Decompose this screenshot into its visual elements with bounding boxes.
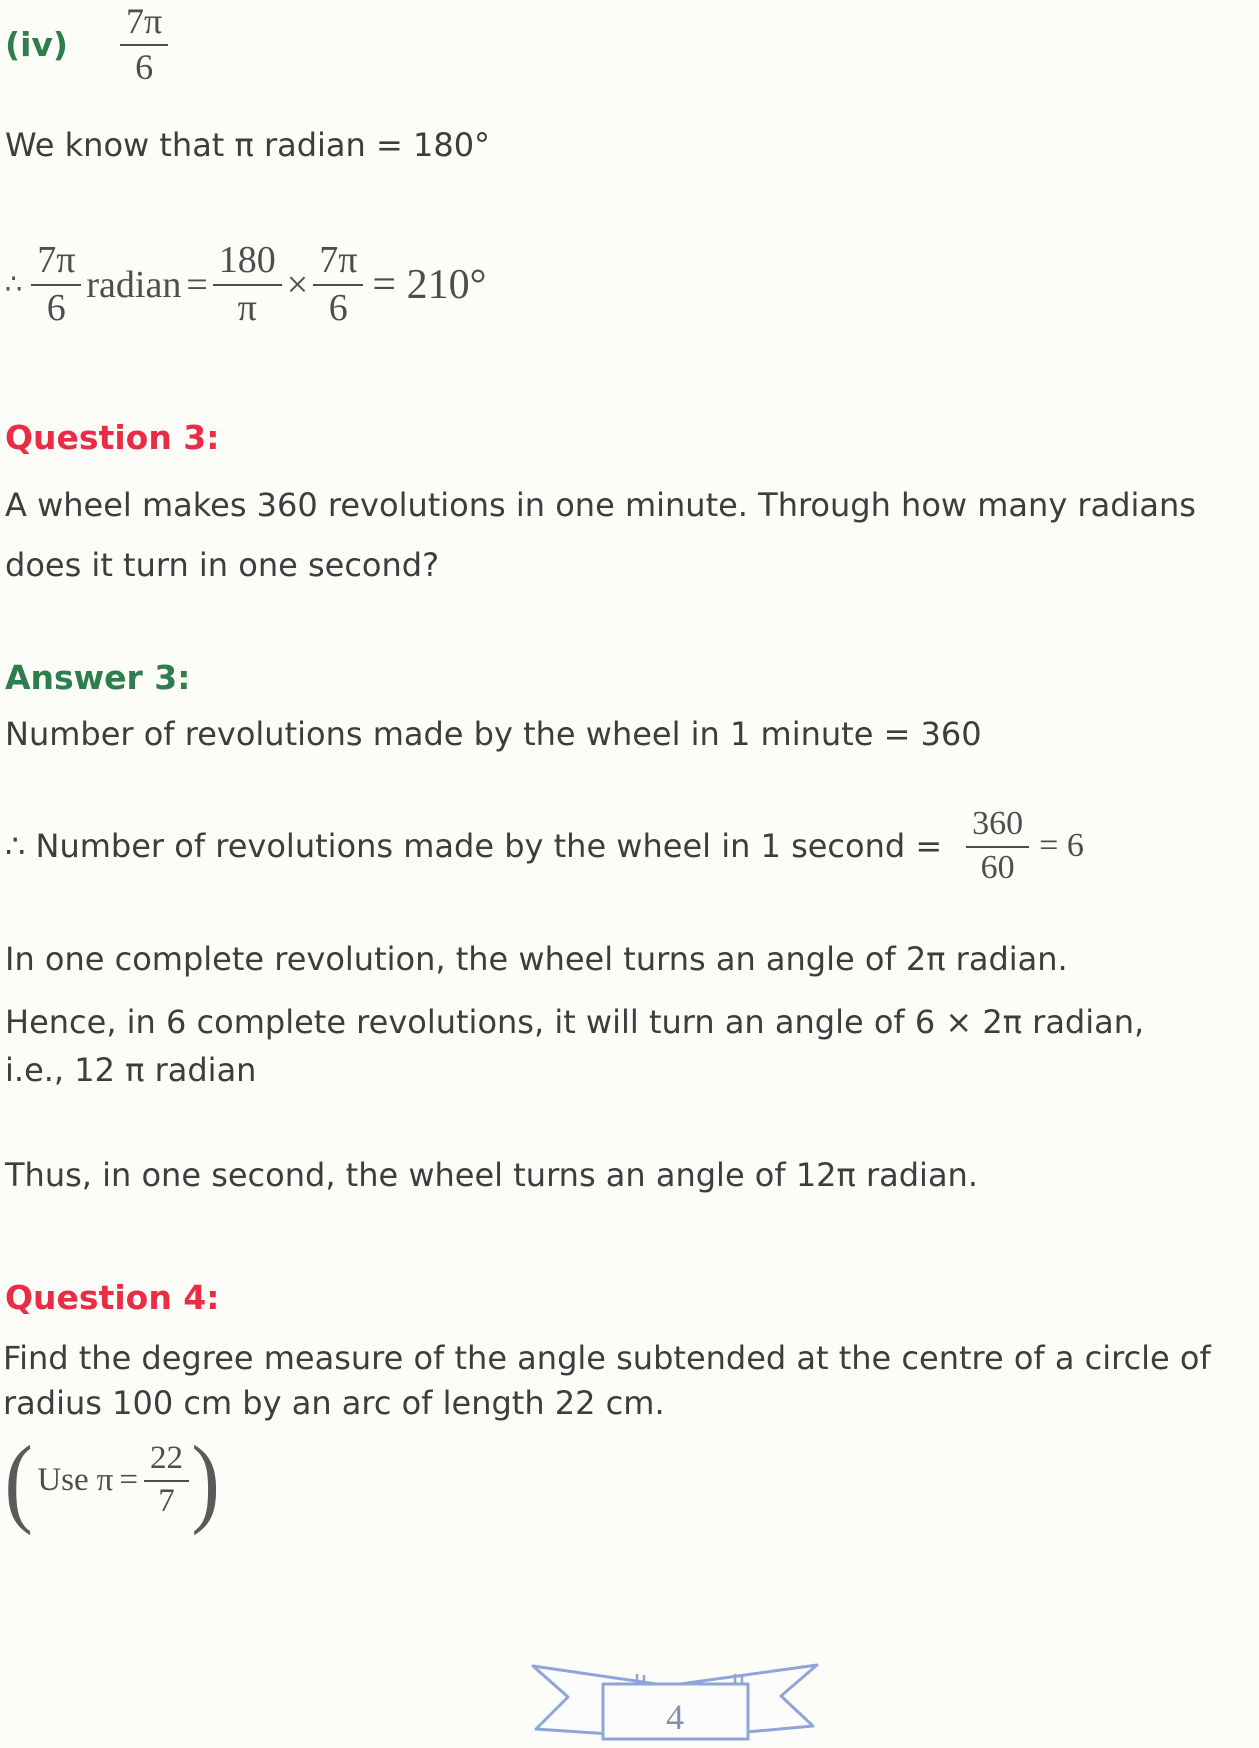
open-paren: (: [4, 1424, 33, 1536]
answer3-second-result: = 6: [1039, 827, 1084, 864]
radian-word: radian: [86, 263, 182, 306]
hence-line1: Hence, in 6 complete revolutions, it will turn an angle of 6 × 2π radian,: [5, 1003, 1145, 1041]
page-number: 4: [666, 1697, 684, 1737]
intro-line: We know that π radian = 180°: [5, 126, 491, 164]
fraction-denominator: 60: [980, 848, 1015, 886]
fraction-numerator: 7π: [313, 240, 363, 286]
fraction-numerator: 180: [213, 240, 282, 286]
revolution-line: In one complete revolution, the wheel turns an angle of 2π radian.: [5, 940, 1068, 978]
fraction-numerator: 22: [144, 1441, 189, 1482]
angle-fraction-2: [313, 240, 363, 329]
fraction-numerator: 7π: [120, 2, 168, 46]
multiply-sign: ×: [286, 263, 309, 306]
use-pi-note: [2, 1424, 222, 1536]
conversion-formula: [5, 240, 486, 329]
thus-line: Thus, in one second, the wheel turns an angle of 12π radian.: [5, 1156, 978, 1194]
revolutions-fraction: [966, 806, 1029, 886]
fraction-denominator: 7: [158, 1482, 175, 1519]
question3-text: [5, 475, 1196, 595]
angle-fraction: [31, 240, 81, 329]
fraction-denominator: π: [237, 287, 257, 330]
hence-text: [5, 998, 1144, 1094]
question4-line1: Find the degree measure of the angle subtended at the centre of a circle of: [3, 1339, 1211, 1377]
equals-sign: =: [186, 263, 208, 306]
answer3-heading: Answer 3:: [5, 658, 191, 697]
question3-line2: does it turn in one second?: [5, 546, 440, 584]
subitem-label: (iv): [5, 24, 68, 64]
fraction-denominator: 6: [46, 287, 66, 330]
answer3-second-line: [5, 800, 1084, 892]
fraction-denominator: 6: [135, 46, 154, 87]
question3-heading: Question 3:: [5, 418, 220, 457]
pi-symbol: π: [96, 1461, 114, 1498]
answer3-minute-line: Number of revolutions made by the wheel in 1 minute = 360: [5, 715, 982, 753]
page-number-ribbon: [520, 1653, 832, 1748]
use-word: Use: [37, 1461, 89, 1498]
pi-fraction: [144, 1441, 189, 1519]
hence-line2: i.e., 12 π radian: [5, 1051, 257, 1089]
fraction-numerator: 7π: [31, 240, 81, 286]
formula-result: = 210°: [372, 261, 487, 308]
close-paren: ): [191, 1424, 220, 1536]
therefore-symbol: ∴: [5, 269, 23, 300]
subitem-iv-row: [5, 2, 168, 87]
question3-line1: A wheel makes 360 revolutions in one minute. Through how many radians: [5, 486, 1196, 524]
answer3-second-prefix: ∴ Number of revolutions made by the wheel in 1 second =: [5, 827, 943, 865]
half-turn-fraction: [213, 240, 282, 329]
fraction-denominator: 6: [328, 287, 348, 330]
subitem-fraction: [120, 2, 168, 87]
question4-line2: radius 100 cm by an arc of length 22 cm.: [3, 1384, 665, 1422]
question4-text: [3, 1336, 1211, 1426]
question4-heading: Question 4:: [5, 1278, 220, 1317]
equals-sign: =: [119, 1461, 138, 1498]
ribbon-graphic: [520, 1653, 832, 1748]
fraction-numerator: 360: [966, 806, 1029, 848]
